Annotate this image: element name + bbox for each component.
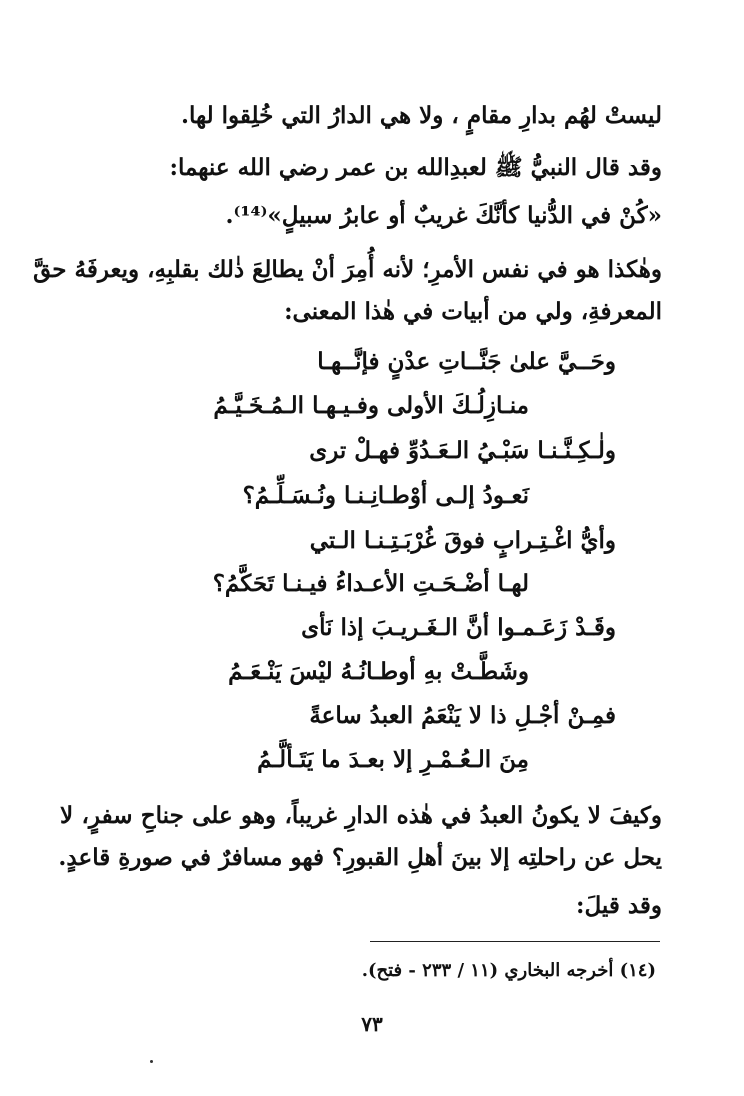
closing-line-2: يحل عن راحلتِه إلا بينَ أهلِ القبورِ؟ فهو مسافرٌ في صورةِ قاعدٍ. bbox=[58, 844, 662, 871]
verse-2-second: نَعـودُ إلـى أوْطـانِـنـا ونُـسَـلِّـمُ؟ bbox=[242, 482, 529, 509]
verse-3-first: وأيُّ اغْـتِـرابٍ فوقَ غُرْبَـتِـنـا الـتي bbox=[309, 527, 616, 554]
paragraph-line-2: وقد قال النبيُّ ﷺ لعبدِالله بن عمر رضي الله عنهما: bbox=[169, 154, 662, 181]
verse-1-first: وحَــيَّ علىٰ جَنَّــاتِ عدْنٍ فإنَّــهـا bbox=[317, 348, 616, 375]
verse-2-first: ولٰـكِـنَّـنـا سَبْـيُ الـعَـدُوِّ فهـلْ ترى bbox=[309, 437, 616, 464]
verse-3-second: لهـا أضْـحَـتِ الأعـداءُ فيـنـا تَحَكَّمُ؟ bbox=[212, 570, 529, 597]
page-number: ٧٣ bbox=[361, 1012, 383, 1036]
verse-4-first: وقَـدْ زَعَـمـوا أنَّ الـغَـريـبَ إذا نَأى bbox=[301, 614, 616, 641]
paragraph-line-1: ليستْ لهُم بدارِ مقامٍ ، ولا هي الدارُ التي خُلِقوا لها. bbox=[180, 102, 662, 129]
verse-5-second: مِنَ الـعُـمْـرِ إلا بعـدَ ما يَتَـألَّـمُ bbox=[257, 746, 529, 773]
paragraph-line-4: وهٰكذا هو في نفس الأمرِ؛ لأنه أُمِرَ أنْ يطالِعَ ذٰلك بقلبِهِ، ويعرفَهُ حقَّ bbox=[33, 256, 662, 283]
scan-speck bbox=[150, 1060, 153, 1063]
verse-1-second: منـازِلُـكَ الأولى وفـيـهـا الـمُـخَـيَّـمُ bbox=[213, 392, 529, 419]
footnote: (١٤) أخرجه البخاري (١١ / ٢٣٣ - فتح). bbox=[361, 960, 656, 981]
hadith-quote: «كُنْ في الدُّنيا كأنَّكَ غريبٌ أو عابرُ سبيلٍ»⁽¹⁴⁾. bbox=[225, 202, 662, 229]
footnote-divider bbox=[370, 941, 660, 942]
paragraph-line-5: المعرفةِ، ولي من أبيات في هٰذا المعنى: bbox=[284, 298, 662, 325]
closing-line-3: وقد قيلَ: bbox=[575, 892, 662, 919]
verse-5-first: فمِـنْ أجْـلِ ذا لا يَنْعَمُ العبدُ ساعةً bbox=[309, 702, 616, 729]
closing-line-1: وكيفَ لا يكونُ العبدُ في هٰذه الدارِ غريباً، وهو على جناحِ سفرٍ، لا bbox=[60, 802, 662, 829]
verse-4-second: وشَطَّـتْ بهِ أوطـانُـهُ ليْسَ يَنْـعَـمُ bbox=[228, 658, 529, 685]
